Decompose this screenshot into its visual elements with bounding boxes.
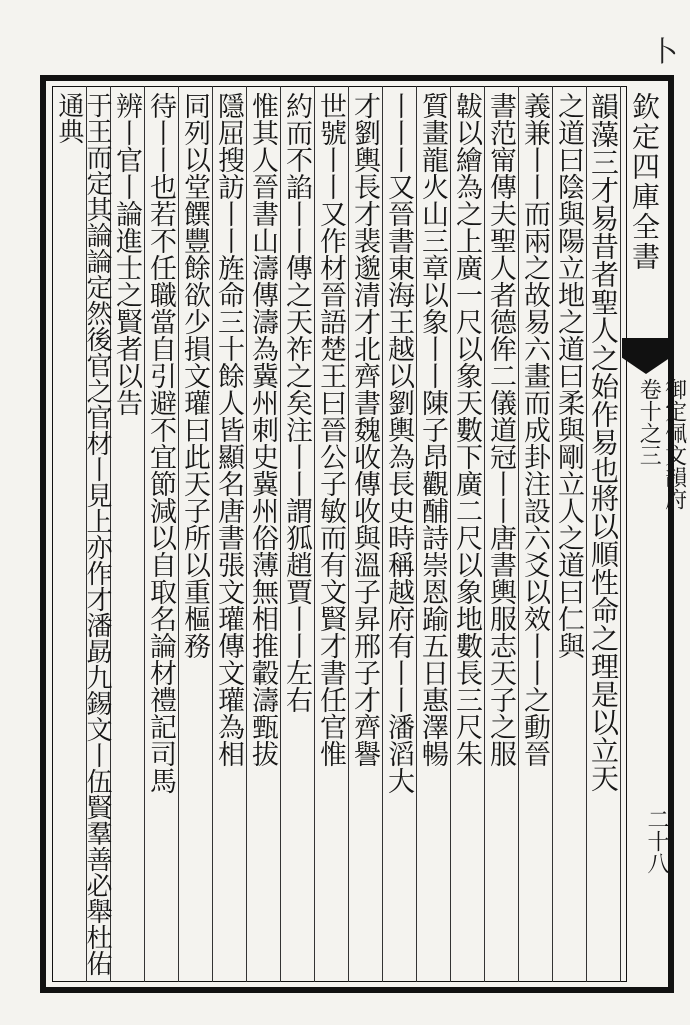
text-column: 同列以堂饌豐餘欲少損文瓘曰此天子所以重樞務 <box>179 92 210 659</box>
text-column: 惟其人晉書山濤傳濤為冀州刺史冀州俗薄無相推轂濤甄拔 <box>247 92 278 767</box>
volume-label: 卷十之三 <box>636 378 662 466</box>
text-column: 約而不諂丨丨傳之天祚之矣注丨丨謂狐趙賈丨丨左右 <box>281 92 312 713</box>
text-column: 待丨丨也若不任職當自引避不宜節減以自取名論材禮記司馬 <box>145 92 176 794</box>
book-header: 欽定四庫全書 <box>628 92 661 272</box>
text-column: 韍以繪為之上廣一尺以象天數下廣二尺以象地數長三尺朱 <box>451 92 482 767</box>
text-column: 于王而定其論論定然後官之官材丨見上亦作才潘勗九錫文丨伍賢羣善必舉杜佑通典 <box>53 92 112 976</box>
sub-title: 御定佩文韻府 <box>661 378 687 510</box>
running-title <box>636 378 687 510</box>
corner-mark: 卜 <box>650 35 679 68</box>
text-column: 之道曰陰與陽立地之道曰柔與剛立人之道曰仁與 <box>553 92 584 659</box>
text-column: 才劉輿長才裴邈清才北齊書魏收傳收與溫子昇邢子才齊譽 <box>349 92 380 767</box>
text-column: 丨丨丨又晉書東海王越以劉輿為長史時稱越府有丨丨潘滔大 <box>383 92 414 794</box>
text-column: 隱屈搜訪丨丨旌命三十餘人皆顯名唐書張文瓘傳文瓘為相 <box>213 92 244 767</box>
column-rule <box>620 86 621 982</box>
text-column: 質畫龍火山三章以象丨丨陳子昂觀酺詩崇恩踰五日惠澤暢 <box>417 92 448 767</box>
text-column: 韻藻三才易昔者聖人之始作易也將以順性命之理是以立天 <box>587 92 620 792</box>
page-number: 二十八 <box>644 808 669 874</box>
text-column: 世號丨丨又作材晉語楚王曰晉公子敏而有文賢才書任官惟 <box>315 92 346 767</box>
text-column: 書范甯傳夫聖人者德侔二儀道冠丨丨唐書輿服志天子之服 <box>485 92 516 767</box>
text-column: 義兼丨丨而兩之故易六畫而成卦注設六爻以效丨丨之動晉 <box>519 92 550 767</box>
text-column: 辨丨官丨論進士之賢者以告 <box>111 92 142 416</box>
